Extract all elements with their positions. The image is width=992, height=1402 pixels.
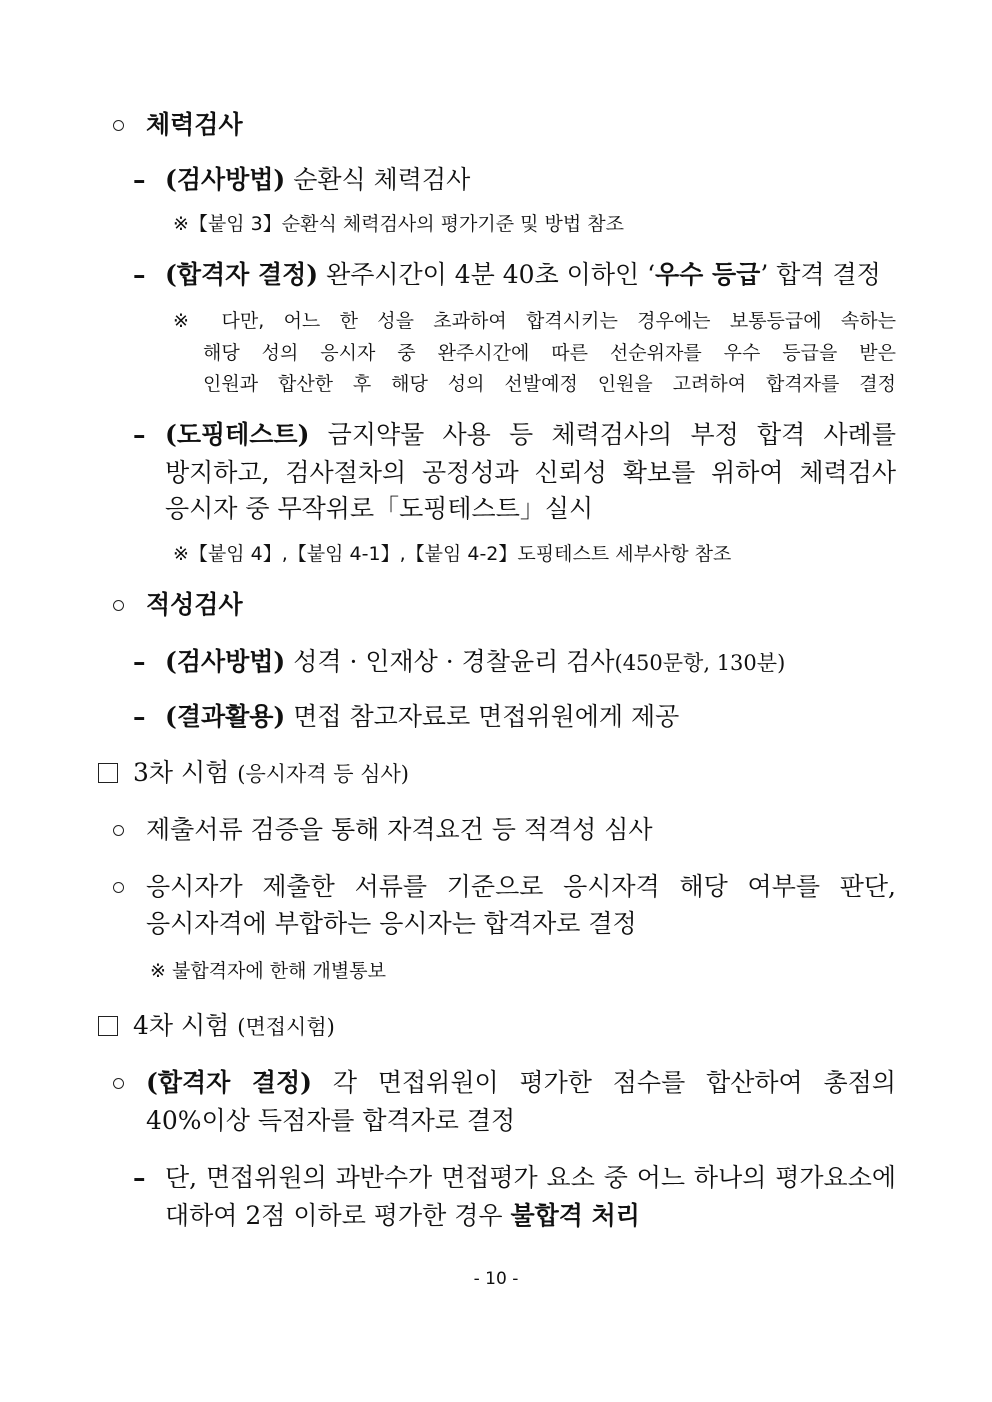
- fourth-decision-label: (합격자 결정): [146, 1068, 313, 1097]
- heading-aptitude: 적성검사: [146, 590, 243, 619]
- fourth-exception-line: 단, 면접위원의 과반수가 면접평가 요소 중 어느 하나의 평가요소에: [165, 1163, 896, 1192]
- doping-line: 금지약물 사용 등 체력검사의 부정 합격 사례를: [327, 420, 896, 449]
- physical-decision-pre: 완주시간이 4분 40초 이하인 ‘: [326, 260, 656, 289]
- third-title: 3차 시험: [133, 758, 230, 787]
- doping-label: (도핑테스트): [165, 420, 310, 449]
- aptitude-usage-label: (결과활용): [165, 702, 286, 731]
- dash-bullet-icon: –: [133, 165, 146, 194]
- dash-bullet-icon: –: [133, 702, 146, 731]
- checkbox-square-icon: [98, 763, 118, 783]
- fourth-title: 4차 시험: [133, 1011, 230, 1040]
- fourth-exception-bold: 불합격 처리: [510, 1201, 640, 1230]
- note-text: ※ 불합격자에 한해 개별통보: [150, 960, 386, 982]
- physical-method-text: 순환식 체력검사: [293, 165, 471, 194]
- checkbox-square-icon: [98, 1016, 118, 1036]
- note-text: ※【붙임 4】,【붙임 4-1】,【붙임 4-2】도핑테스트 세부사항 참조: [173, 543, 732, 565]
- note-line: 인원과 합산한 후 해당 성의 선발예정 인원을 고려하여 합격자를 결정: [203, 373, 896, 395]
- third-subtitle: (응시자격 등 심사): [237, 762, 410, 786]
- circle-bullet-icon: [113, 1078, 124, 1089]
- fourth-decision-line: 각 면접위원이 평가한 점수를 합산하여 총점의: [332, 1068, 896, 1097]
- physical-decision-grade: 우수 등급: [655, 260, 761, 289]
- note-line: 해당 성의 응시자 중 완주시간에 따른 선순위자를 우수 등급을 받은: [203, 342, 896, 364]
- fourth-decision-line: 40%이상 득점자를 합격자로 결정: [146, 1106, 516, 1135]
- physical-decision-post: ’ 합격 결정: [760, 260, 881, 289]
- doping-line: 방지하고, 검사절차의 공정성과 신뢰성 확보를 위하여 체력검사: [165, 458, 896, 487]
- circle-bullet-icon: [113, 825, 124, 836]
- dash-bullet-icon: –: [133, 1163, 146, 1192]
- third-item-2-line: 응시자격에 부합하는 응시자는 합격자로 결정: [146, 909, 637, 938]
- dash-bullet-icon: –: [133, 420, 146, 449]
- physical-decision-label: (합격자 결정): [165, 260, 319, 289]
- note-text: ※【붙임 3】순환식 체력검사의 평가기준 및 방법 참조: [173, 213, 624, 235]
- doping-line: 응시자 중 무작위로「도핑테스트」실시: [165, 494, 594, 523]
- aptitude-method-label: (검사방법): [165, 647, 286, 676]
- fourth-exception-line: 대하여 2점 이하로 평가한 경우: [165, 1201, 511, 1230]
- circle-bullet-icon: [113, 120, 124, 131]
- dash-bullet-icon: –: [133, 260, 146, 289]
- dash-bullet-icon: –: [133, 647, 146, 676]
- circle-bullet-icon: [113, 882, 124, 893]
- page-number: - 10 -: [473, 1269, 519, 1289]
- circle-bullet-icon: [113, 600, 124, 611]
- aptitude-method-text: 성격 · 인재상 · 경찰윤리 검사: [293, 647, 615, 676]
- third-item-2-line: 응시자가 제출한 서류를 기준으로 응시자격 해당 여부를 판단,: [146, 872, 896, 901]
- third-item-1-text: 제출서류 검증을 통해 자격요건 등 적격성 심사: [146, 815, 653, 844]
- aptitude-usage-text: 면접 참고자료로 면접위원에게 제공: [293, 702, 680, 731]
- aptitude-method-detail: (450문항, 130분): [614, 651, 786, 675]
- physical-method-label: (검사방법): [165, 165, 286, 194]
- heading-physical: 체력검사: [146, 110, 243, 139]
- note-line: ※ 다만, 어느 한 성을 초과하여 합격시키는 경우에는 보통등급에 속하는: [173, 310, 896, 332]
- fourth-subtitle: (면접시험): [237, 1015, 335, 1039]
